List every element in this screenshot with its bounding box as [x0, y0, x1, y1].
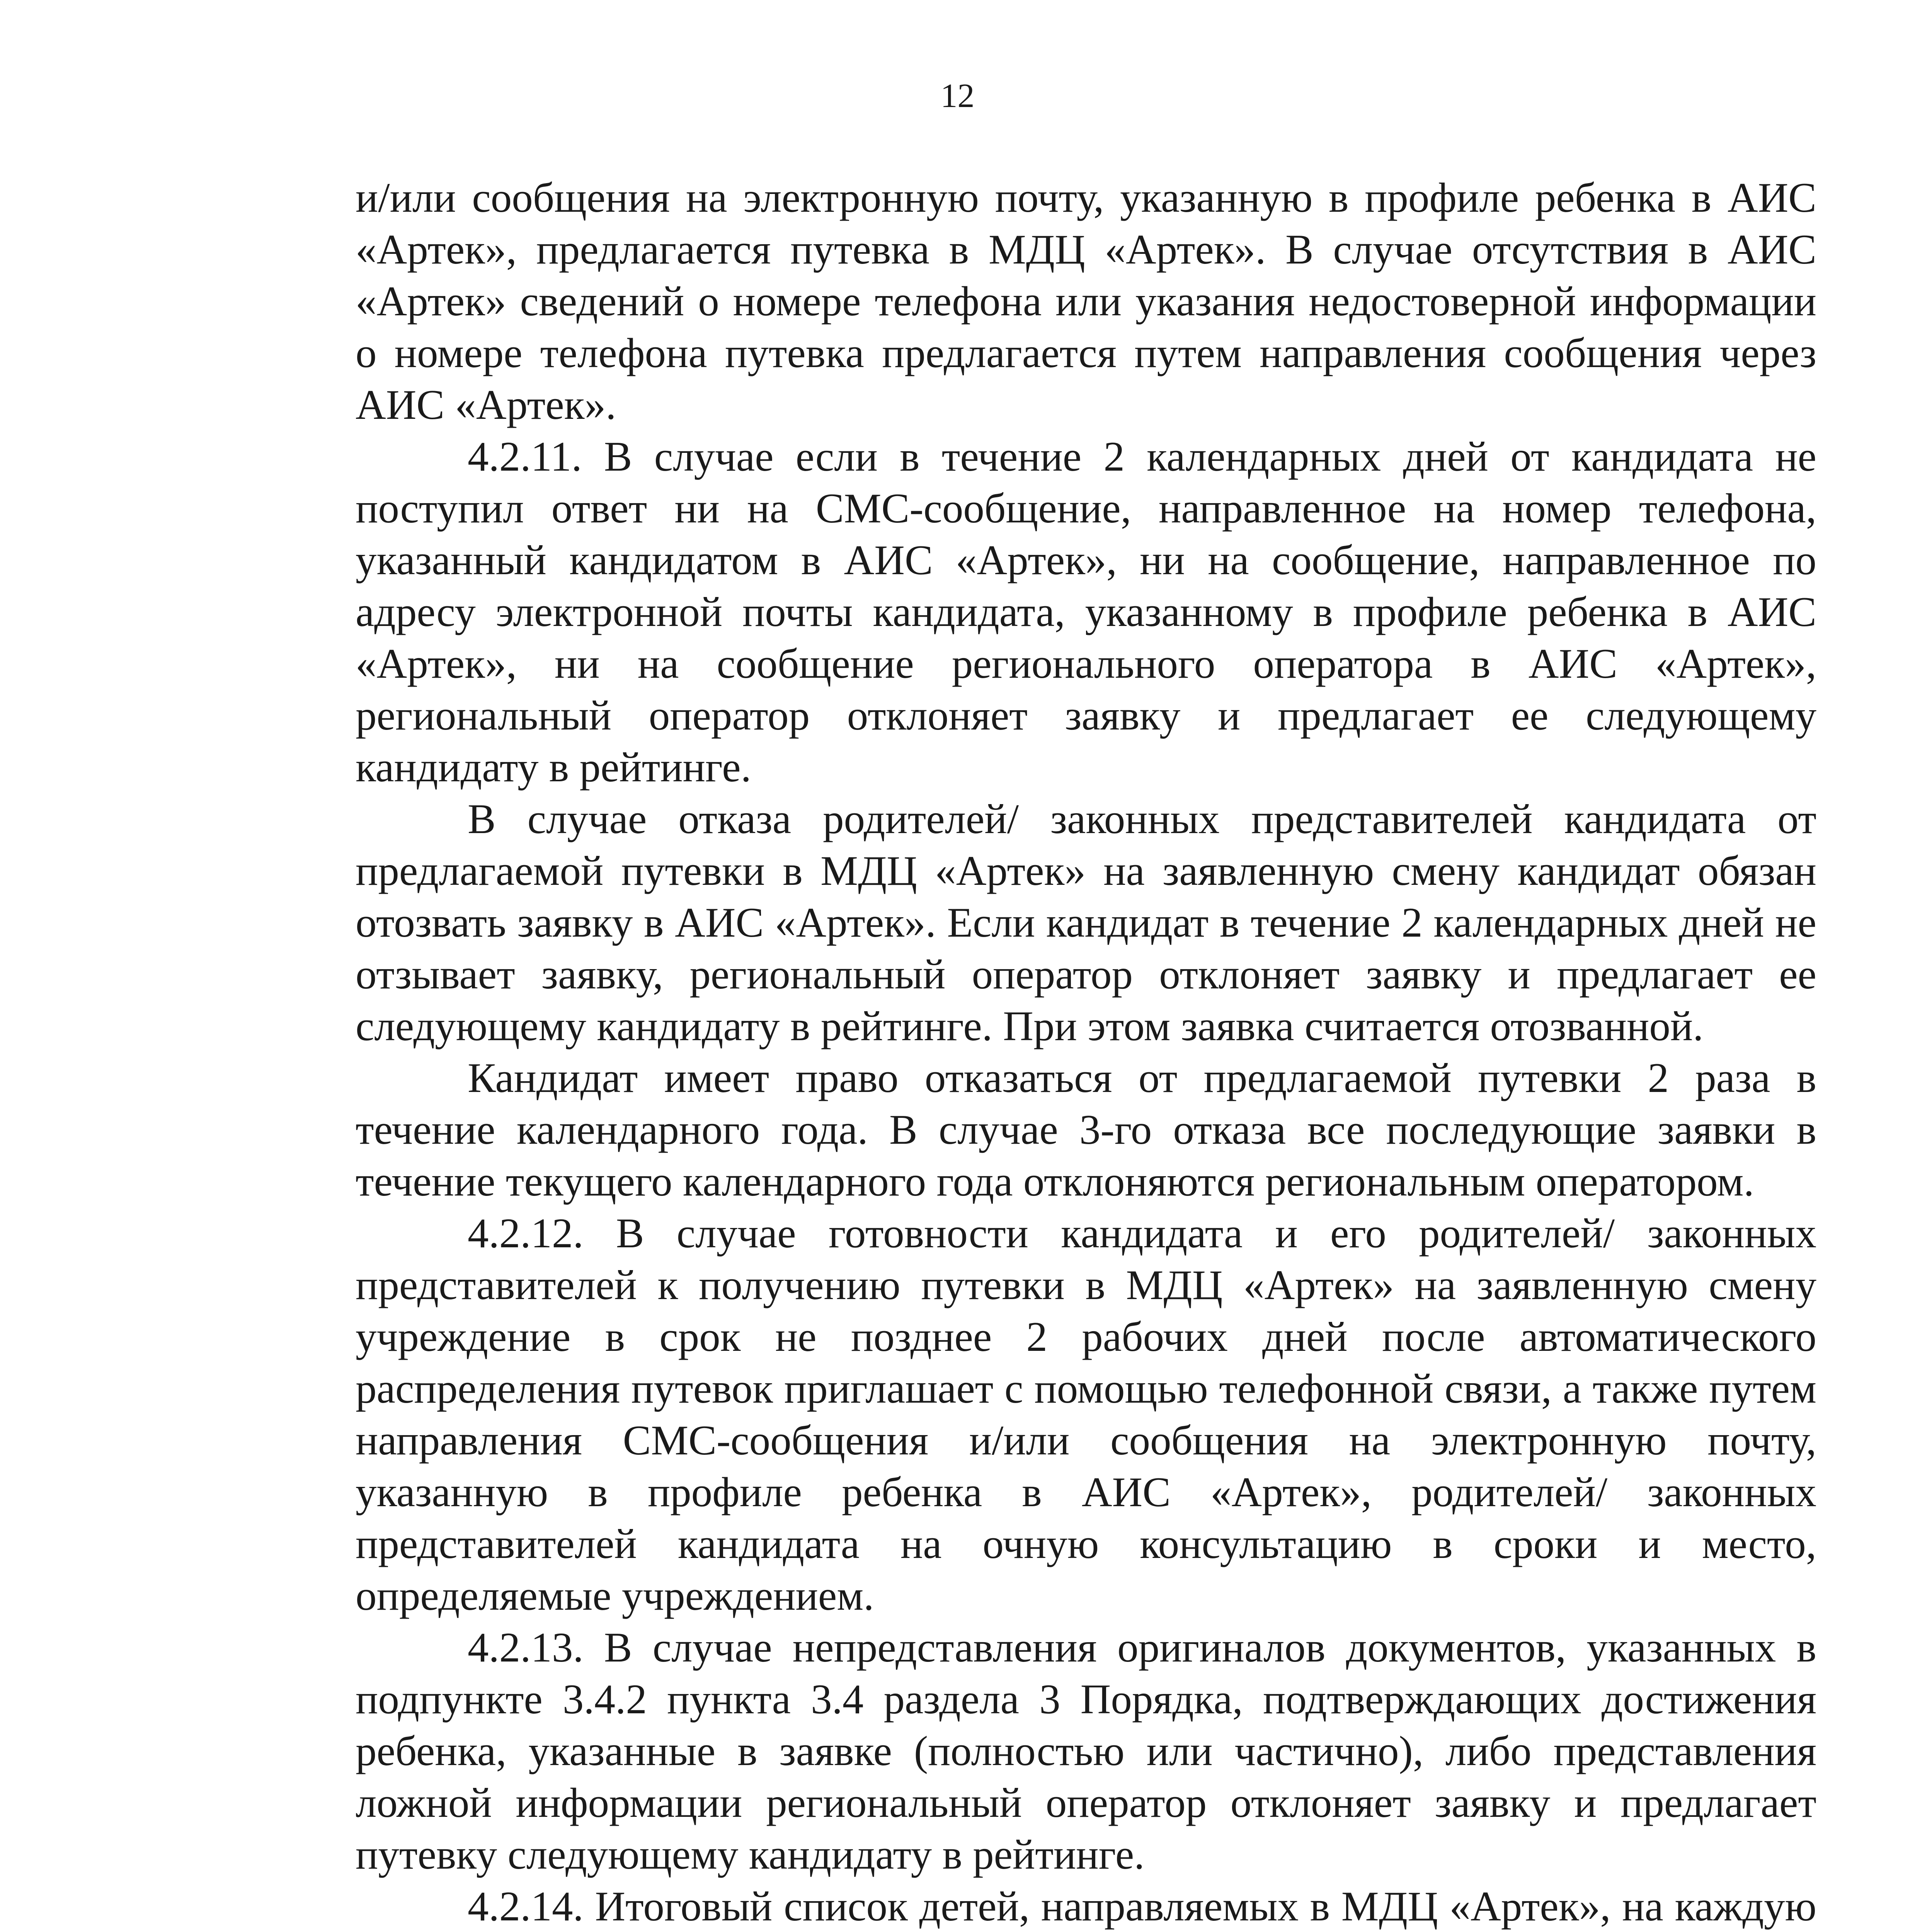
paragraph-refusal: В случае отказа родителей/ законных представителей кандидата от предлагаемой путевки в МДЦ «Артек» на заявленную смену кандидат обязан отозвать заявку в АИС «Артек». Если кандидат в течение 2 календарных дней не отзывает заявку, региональный оператор отклоняет заявку и предлагает ее следующему кандидату в рейтинге. При этом заявка считается отозванной. — [356, 796, 1816, 1049]
document-body — [356, 172, 1816, 1932]
page-number: 12 — [940, 77, 975, 115]
paragraph-4-2-11: 4.2.11. В случае если в течение 2 календарных дней от кандидата не поступил ответ ни на СМС-сообщение, направленное на номер телефона, указанный кандидатом в АИС «Артек», ни на сообщение, направленное по адресу электронной почты кандидата, указанному в профиле ребенка в АИС «Артек», ни на сообщение регионального оператора в АИС «Артек», региональный оператор отклоняет заявку и предлагает ее следующему кандидату в рейтинге. — [356, 433, 1816, 791]
paragraph-continuation: и/или сообщения на электронную почту, указанную в профиле ребенка в АИС «Артек», предлагается путевка в МДЦ «Артек». В случае отсутствия в АИС «Артек» сведений о номере телефона или указания недостоверной информации о номере телефона путевка предлагается путем направления сообщения через АИС «Артек». — [356, 174, 1816, 428]
paragraph-4-2-12: 4.2.12. В случае готовности кандидата и его родителей/ законных представителей к получению путевки в МДЦ «Артек» на заявленную смену учреждение в срок не позднее 2 рабочих дней после автоматического распределения путевок приглашает с помощью телефонной связи, а также путем направления СМС-сообщения и/или сообщения на электронную почту, указанную в профиле ребенка в АИС «Артек», родителей/ законных представителей кандидата на очную консультацию в сроки и место, определяемые учреждением. — [356, 1210, 1816, 1619]
paragraph-4-2-13: 4.2.13. В случае непредставления оригиналов документов, указанных в подпункте 3.4.2 пункта 3.4 раздела 3 Порядка, подтверждающих достижения ребенка, указанные в заявке (полностью или частично), либо представления ложной информации региональный оператор отклоняет заявку и предлагает путевку следующему кандидату в рейтинге. — [356, 1624, 1816, 1878]
paragraph-refusal-limit: Кандидат имеет право отказаться от предлагаемой путевки 2 раза в течение календарного года. В случае 3-го отказа все последующие заявки в течение текущего календарного года отклоняются региональным оператором. — [356, 1054, 1816, 1205]
paragraph-4-2-14: 4.2.14. Итоговый список детей, направляемых в МДЦ «Артек», на каждую — [468, 1883, 1816, 1930]
